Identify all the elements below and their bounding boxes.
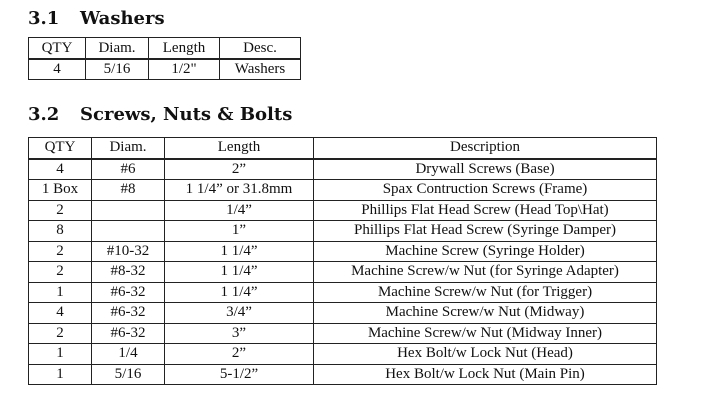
table-cell: 2 — [29, 262, 92, 283]
table-cell — [92, 200, 165, 221]
screws-table — [28, 137, 657, 385]
table-row — [29, 180, 657, 201]
table-cell: 8 — [29, 221, 92, 242]
table-cell: 5/16 — [92, 364, 165, 385]
table-cell: 1” — [165, 221, 314, 242]
table-cell: 1 — [29, 282, 92, 303]
table-row — [29, 59, 301, 80]
table-cell: Machine Screw/w Nut (for Trigger) — [314, 282, 657, 303]
section-title-text: Screws, Nuts & Bolts — [80, 104, 293, 125]
table-cell: #6 — [92, 159, 165, 180]
table-cell: #6-32 — [92, 323, 165, 344]
table-row — [29, 262, 657, 283]
table-cell: Drywall Screws (Base) — [314, 159, 657, 180]
table-cell: 1 1/4” or 31.8mm — [165, 180, 314, 201]
table-header-row — [29, 38, 301, 60]
table-cell: #8 — [92, 180, 165, 201]
table-cell: Spax Contruction Screws (Frame) — [314, 180, 657, 201]
section-number: 3.2 — [28, 104, 60, 125]
table-row — [29, 282, 657, 303]
table-cell: Machine Screw (Syringe Holder) — [314, 241, 657, 262]
table-row — [29, 221, 657, 242]
table-row — [29, 303, 657, 324]
section-heading-screws — [28, 104, 292, 126]
table-cell: 2 — [29, 200, 92, 221]
column-header: QTY — [29, 38, 86, 60]
column-header: QTY — [29, 138, 92, 159]
table-cell: 5-1/2” — [165, 364, 314, 385]
table-cell: Hex Bolt/w Lock Nut (Head) — [314, 344, 657, 365]
table-cell: 1/4” — [165, 200, 314, 221]
column-header: Diam. — [92, 138, 165, 159]
table-cell: Hex Bolt/w Lock Nut (Main Pin) — [314, 364, 657, 385]
table-cell: 4 — [29, 303, 92, 324]
table-row — [29, 344, 657, 365]
table-cell: Phillips Flat Head Screw (Syringe Damper) — [314, 221, 657, 242]
table-cell: 1 — [29, 344, 92, 365]
table-cell: Machine Screw/w Nut (for Syringe Adapter) — [314, 262, 657, 283]
section-number: 3.1 — [28, 8, 60, 29]
table-cell — [92, 221, 165, 242]
table-cell: 1 1/4” — [165, 262, 314, 283]
table-cell: 2 — [29, 241, 92, 262]
column-header: Length — [165, 138, 314, 159]
table-cell: 1 — [29, 364, 92, 385]
table-cell: 4 — [29, 59, 86, 80]
section-heading-washers — [28, 8, 165, 30]
column-header: Length — [149, 38, 220, 60]
table-cell: 3” — [165, 323, 314, 344]
table-cell: 1/2" — [149, 59, 220, 80]
table-cell: 2” — [165, 344, 314, 365]
table-cell: 1 1/4” — [165, 241, 314, 262]
table-row — [29, 200, 657, 221]
table-cell: #10-32 — [92, 241, 165, 262]
table-cell: Washers — [220, 59, 301, 80]
table-cell: #6-32 — [92, 282, 165, 303]
table-cell: Phillips Flat Head Screw (Head Top\Hat) — [314, 200, 657, 221]
table-row — [29, 323, 657, 344]
table-cell: Machine Screw/w Nut (Midway Inner) — [314, 323, 657, 344]
table-cell: 2” — [165, 159, 314, 180]
table-cell: Machine Screw/w Nut (Midway) — [314, 303, 657, 324]
table-cell: 1 1/4” — [165, 282, 314, 303]
table-cell: #6-32 — [92, 303, 165, 324]
table-header-row — [29, 138, 657, 159]
table-cell: 4 — [29, 159, 92, 180]
column-header: Diam. — [86, 38, 149, 60]
table-row — [29, 364, 657, 385]
table-cell: #8-32 — [92, 262, 165, 283]
washers-table — [28, 37, 301, 80]
table-cell: 1 Box — [29, 180, 92, 201]
section-title-text: Washers — [80, 8, 165, 29]
table-cell: 3/4” — [165, 303, 314, 324]
table-cell: 1/4 — [92, 344, 165, 365]
table-cell: 2 — [29, 323, 92, 344]
column-header: Description — [314, 138, 657, 159]
table-cell: 5/16 — [86, 59, 149, 80]
table-row — [29, 241, 657, 262]
table-row — [29, 159, 657, 180]
column-header: Desc. — [220, 38, 301, 60]
